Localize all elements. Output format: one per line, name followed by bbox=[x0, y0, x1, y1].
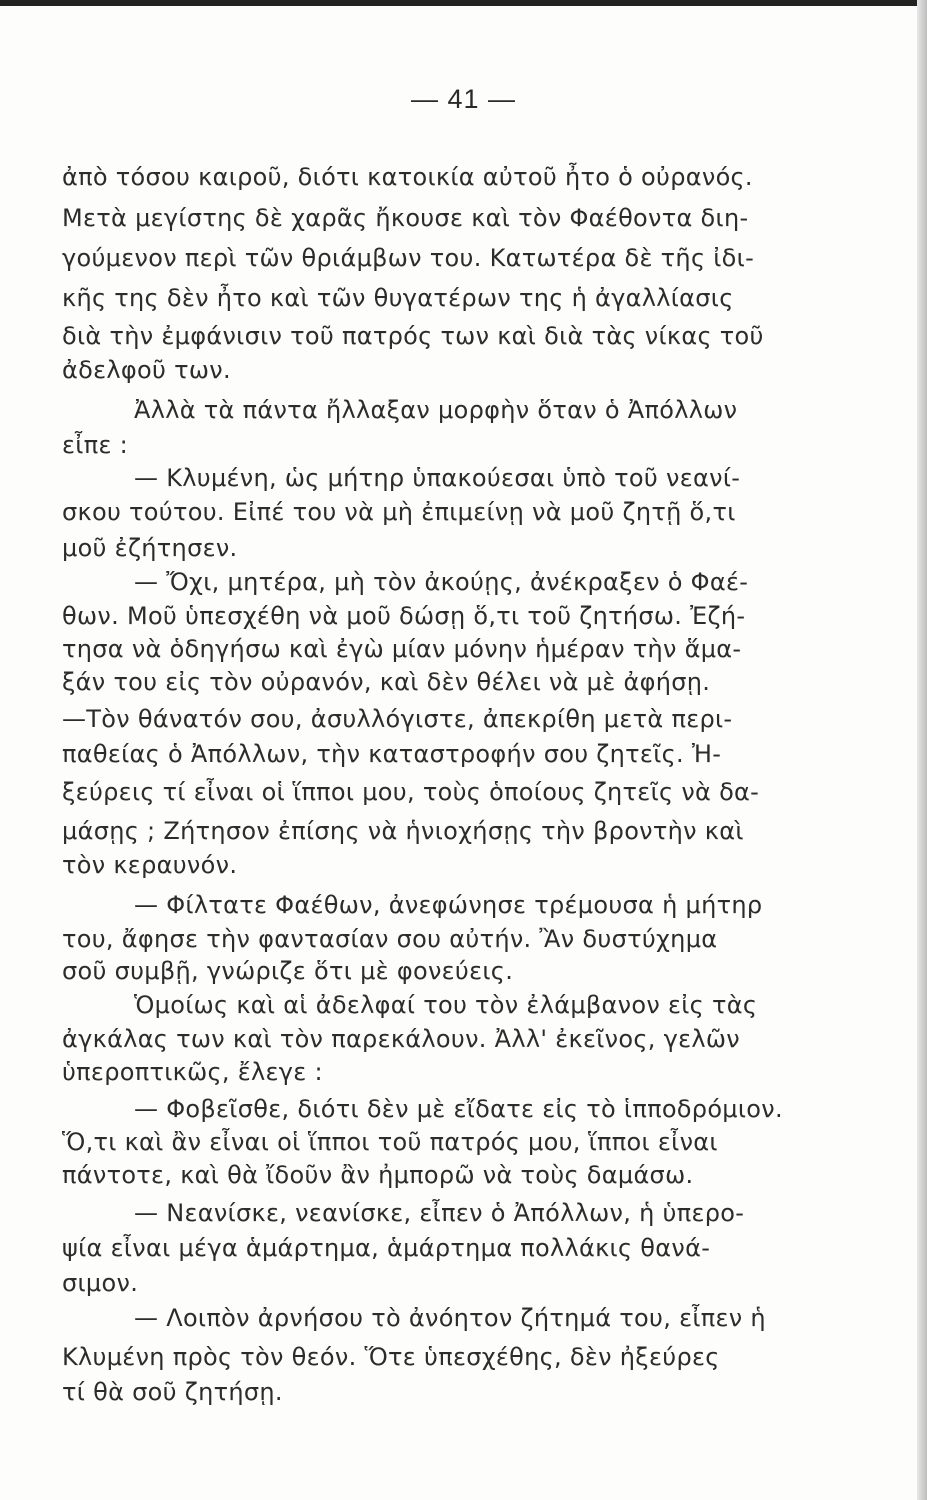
text-line: Μετὰ μεγίστης δὲ χαρᾶς ἤκουσε καὶ τὸν Φαέθοντα διη- bbox=[62, 204, 749, 232]
text-line: ἀδελφοῦ των. bbox=[62, 356, 231, 384]
text-line: Ἀλλὰ τὰ πάντα ἤλλαξαν μορφὴν ὅταν ὁ Ἀπόλλων bbox=[134, 396, 738, 424]
text-line: — Ὄχι, μητέρα, μὴ τὸν ἀκούῃς, ἀνέκραξεν ὁ Φαέ- bbox=[134, 568, 749, 596]
text-line: μάσῃς ; Ζήτησον ἐπίσης νὰ ἡνιοχήσῃς τὴν βροντὴν καὶ bbox=[62, 817, 744, 845]
text-line: γούμενον περὶ τῶν θριάμβων του. Κατωτέρα δὲ τῆς ἰδι- bbox=[62, 244, 755, 272]
page-number: — 41 — bbox=[410, 84, 517, 114]
text-line: ξάν του εἰς τὸν οὐρανόν, καὶ δὲν θέλει νὰ μὲ ἀφήσῃ. bbox=[62, 668, 711, 696]
text-line: του, ἄφησε τὴν φαντασίαν σου αὐτήν. Ἂν δυστύχημα bbox=[62, 925, 718, 953]
text-line: παθείας ὁ Ἀπόλλων, τὴν καταστροφήν σου ζητεῖς. Ἠ- bbox=[62, 740, 722, 768]
text-line: — Λοιπὸν ἀρνήσου τὸ ἀνόητον ζήτημά του, εἶπεν ἡ bbox=[134, 1304, 766, 1332]
text-line: σιμον. bbox=[62, 1269, 139, 1297]
text-line: τησα νὰ ὁδηγήσω καὶ ἐγὼ μίαν μόνην ἡμέραν τὴν ἅμα- bbox=[62, 635, 742, 663]
text-line: μοῦ ἐζήτησεν. bbox=[62, 534, 238, 562]
text-line: ὑπεροπτικῶς, ἔλεγε : bbox=[62, 1058, 323, 1086]
text-line: τὸν κεραυνόν. bbox=[62, 851, 238, 879]
text-line: —Τὸν θάνατόν σου, ἀσυλλόγιστε, ἀπεκρίθη μετὰ περι- bbox=[62, 705, 733, 733]
text-line: Ὅ,τι καὶ ἂν εἶναι οἱ ἵπποι τοῦ πατρός μου, ἵπποι εἶναι bbox=[62, 1128, 718, 1156]
text-line: διὰ τὴν ἐμφάνισιν τοῦ πατρός των καὶ διὰ τὰς νίκας τοῦ bbox=[62, 322, 764, 350]
text-line: ἀγκάλας των καὶ τὸν παρεκάλουν. Ἀλλ' ἐκεῖνος, γελῶν bbox=[62, 1025, 740, 1053]
text-line: ἀπὸ τόσου καιροῦ, διότι κατοικία αὐτοῦ ἦτο ὁ οὐρανός. bbox=[62, 163, 753, 191]
text-line: — Φοβεῖσθε, διότι δὲν μὲ εἴδατε εἰς τὸ ἱπποδρόμιον. bbox=[134, 1095, 783, 1123]
text-line: Κλυμένη πρὸς τὸν θεόν. Ὅτε ὑπεσχέθης, δὲν ἠξεύρες bbox=[62, 1343, 720, 1371]
page-top-edge bbox=[0, 0, 927, 6]
text-line: θων. Μοῦ ὑπεσχέθη νὰ μοῦ δώσῃ ὅ,τι τοῦ ζητήσω. Ἐζή- bbox=[62, 602, 746, 630]
text-line: σκου τούτου. Εἰπέ του νὰ μὴ ἐπιμείνῃ νὰ μοῦ ζητῇ ὅ,τι bbox=[62, 498, 736, 526]
page-right-edge bbox=[917, 0, 927, 1500]
text-line: — Κλυμένη, ὡς μήτηρ ὑπακούεσαι ὑπὸ τοῦ νεανί- bbox=[134, 464, 741, 492]
text-line: Ὁμοίως καὶ αἱ ἀδελφαί του τὸν ἐλάμβανον εἰς τὰς bbox=[134, 991, 758, 1019]
text-line: πάντοτε, καὶ θὰ ἴδοῦν ἂν ἠμπορῶ νὰ τοὺς δαμάσω. bbox=[62, 1161, 694, 1189]
text-line: κῆς της δὲν ἦτο καὶ τῶν θυγατέρων της ἡ ἀγαλλίασις bbox=[62, 284, 734, 312]
text-line: — Νεανίσκε, νεανίσκε, εἶπεν ὁ Ἀπόλλων, ἡ ὑπερο- bbox=[134, 1199, 745, 1227]
text-line: — Φίλτατε Φαέθων, ἀνεφώνησε τρέμουσα ἡ μήτηρ bbox=[134, 891, 763, 919]
text-line: ψία εἶναι μέγα ἁμάρτημα, ἁμάρτημα πολλάκις θανά- bbox=[62, 1234, 711, 1262]
text-line: σοῦ συμβῇ, γνώριζε ὅτι μὲ φονεύεις. bbox=[62, 957, 514, 985]
text-line: ξεύρεις τί εἶναι οἱ ἵπποι μου, τοὺς ὁποίους ζητεῖς νὰ δα- bbox=[62, 778, 760, 806]
text-line: εἶπε : bbox=[62, 431, 129, 459]
text-line: τί θὰ σοῦ ζητήσῃ. bbox=[62, 1378, 283, 1406]
